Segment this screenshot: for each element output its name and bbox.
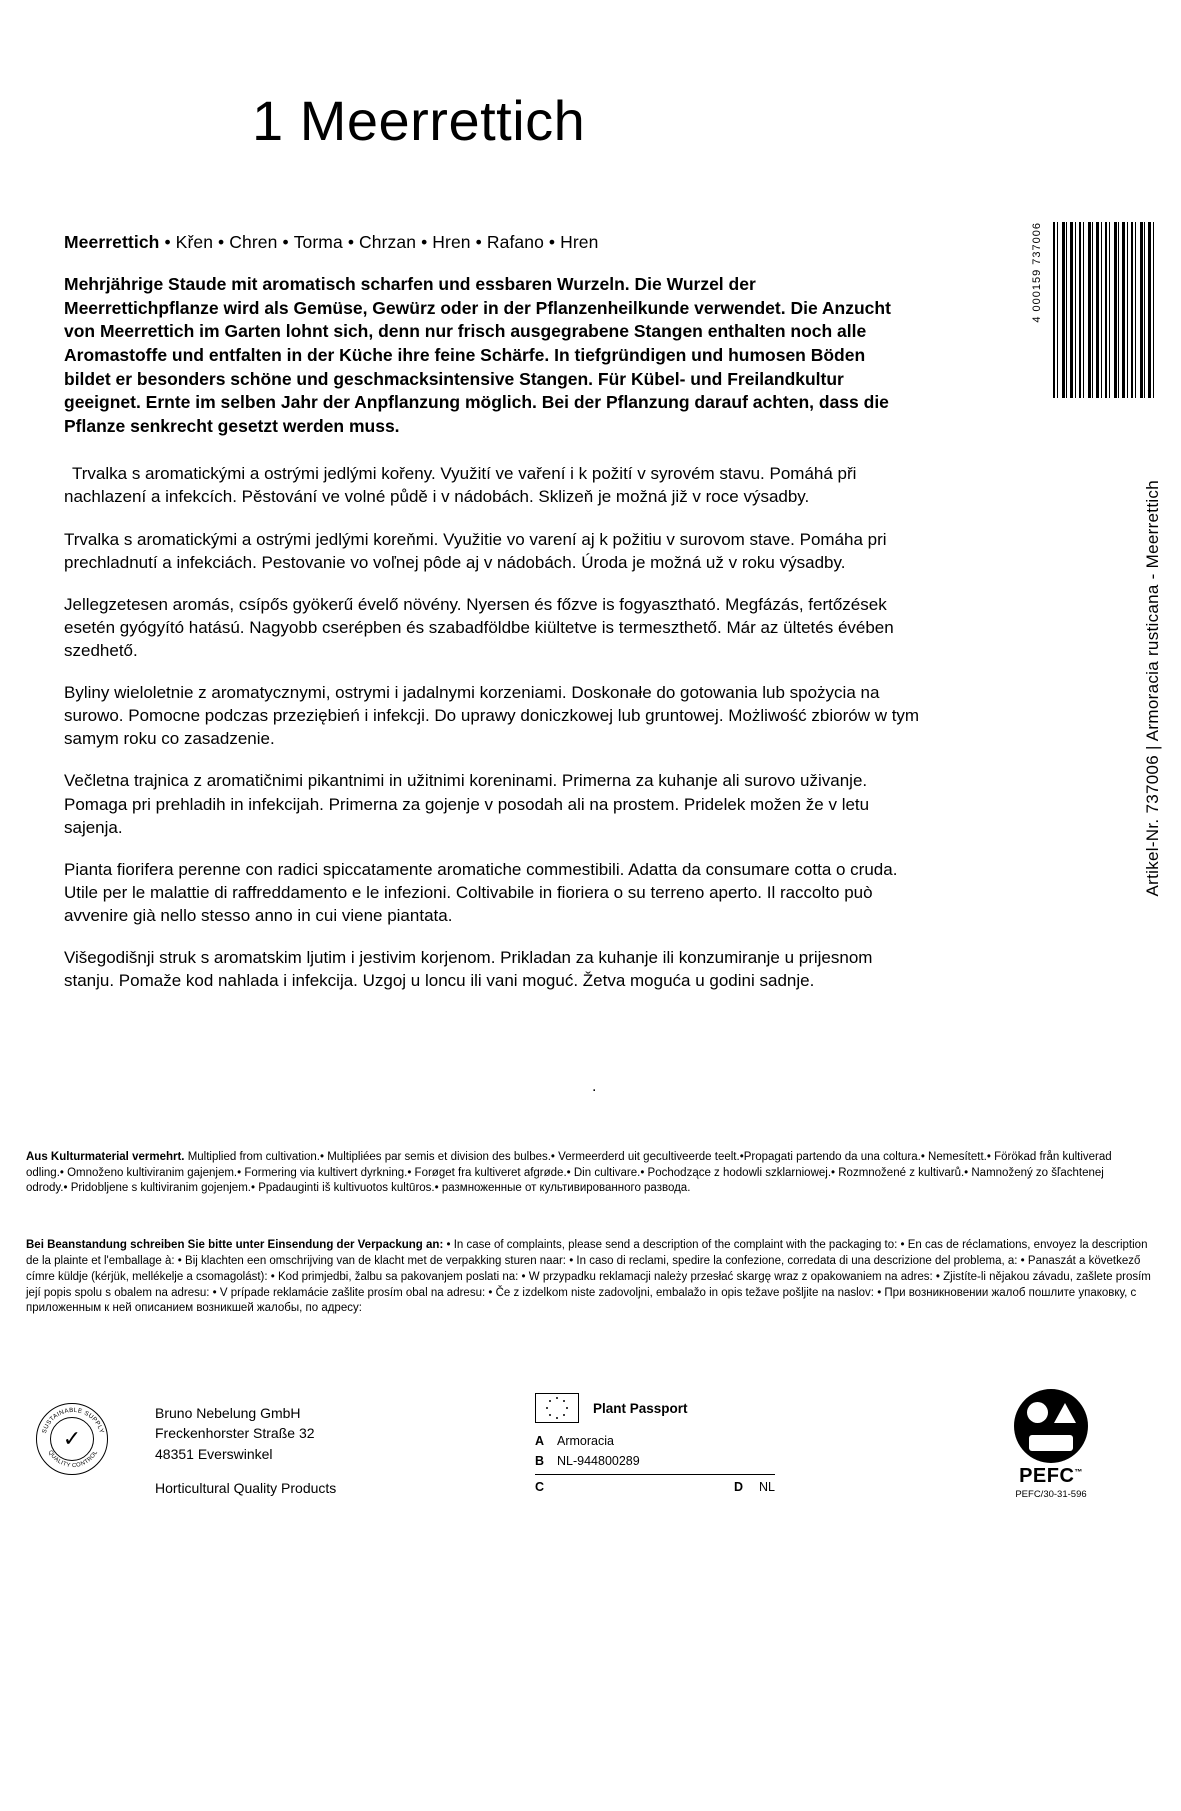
plant-name-alt: Rafano [486, 232, 544, 252]
plant-passport-key-c: C [535, 1480, 545, 1494]
description-sk: Trvalka s aromatickými a ostrými jedlými koreňmi. Využitie vo varení aj k požitiu v surovom stave. Pomáha pri prechladnutí a infekciách. Pestovanie vo voľnej pôde aj v nádobách. Úroda je možná už v roku výsadby. [64, 529, 887, 572]
checkmark-icon: ✓ [50, 1417, 94, 1461]
barcode-bars [1053, 222, 1157, 398]
separator-dot: • [421, 232, 428, 252]
company-tagline: Horticultural Quality Products [155, 1479, 337, 1496]
pefc-logo-icon [1014, 1389, 1088, 1463]
separator-dot: • [548, 232, 556, 252]
description-hr: Višegodišnji struk s aromatskim ljutim i jestivim korjenom. Prikladan za kuhanje ili konzumiranje u prijesnom stanju. Pomaže kod nahlada i infekcija. Uzgoj u loncu ili vani moguć. Žetva moguća u godini sadnje. [64, 948, 873, 991]
plant-name-alt: Torma [293, 232, 343, 252]
seal-ring-text [37, 1404, 109, 1476]
plant-passport-key-b: B [535, 1454, 545, 1468]
stray-dot: . [592, 1078, 597, 1095]
pefc-certification [981, 1389, 1121, 1500]
plant-passport-title: Plant Passport [593, 1400, 688, 1416]
plant-passport [535, 1393, 775, 1497]
company-name: Bruno Nebelung GmbH [155, 1405, 301, 1421]
complaints-note-body: • In case of complaints, please send a description of the complaint with the packaging to: • En cas de réclamations, envoyez la description de la plainte et l'emballage à: • Bij klachten een omschrijving van de klacht met de verpakking sturen naar: • In caso di reclami, spedire la confezione, corredata di una descrizione del problema, a: • Panaszát a következő címre küldje (kérjük, mellékelje a csomagolást): • Kod primjedbi, žalbu sa pakovanjem poslati na: • W przypadku reklamacji należy przesłać skargę wraz z opakowaniem na adres: • Zjistíte-li nějakou závadu, zašlete prosím její popis spolu s obalem na adresu: • V prípade reklamácie zašlite prosím obal na adresu: • Če z izdelkom niste zadovoljni, embalažo in opis težave pošljite na naslov: • При возникновении жалоб пошлите упаковку, с приложенным к ней описанием возникшей жалобы, по адресу: [26, 1239, 1151, 1315]
svg-text:QUALITY CONTROL: QUALITY CONTROL [46, 1449, 100, 1470]
company-city: 48351 Everswinkel [155, 1445, 273, 1462]
plant-passport-key-a: A [535, 1434, 545, 1448]
description-pl: Byliny wieloletnie z aromatycznymi, ostrymi i jadalnymi korzeniami. Doskonałe do gotowania lub spożycia na surowo. Pomocne podczas przeziębień i infekcji. Do uprawy doniczkowej lub gruntowej. Możliwość zbiorów w tym samym roku co zasadzenie. [64, 683, 920, 749]
main-content [64, 232, 1064, 1011]
separator-dot: • [282, 232, 289, 252]
pefc-code: PEFC/30-31-596 [1015, 1489, 1087, 1500]
description-hu: Jellegzetesen aromás, csípős gyökerű évelő növény. Nyersen és főzve is fogyasztható. Megfázás, fertőzések esetén gyógyító hatású. Nagyobb cserépben és szabadföldbe kiültetve is termeszthető. Már az ültetés évében szedhető. [64, 594, 894, 661]
plant-passport-value-a: Armoracia [557, 1434, 614, 1448]
plant-passport-value-b: NL-944800289 [557, 1454, 640, 1468]
plant-name-alt: Chren [229, 232, 278, 252]
separator-dot: • [347, 232, 355, 252]
plant-passport-row-cd [535, 1474, 775, 1497]
description-it: Pianta fiorifera perenne con radici spiccatamente aromatiche commestibili. Adatta da consumare cotta o cruda. Utile per le malattie di raffreddamento e le infezioni. Coltivabile in fioriera o su terreno aperto. Il raccolto può avvenire già nello stesso anno in cui viene piantata. [64, 859, 898, 926]
plant-name-primary: Meerrettich [64, 232, 160, 252]
article-number-vertical: Artikel-Nr. 737006 | Armoracia rusticana - Meerrettich [1143, 480, 1162, 897]
plant-name-alt: Hren [432, 232, 471, 252]
pefc-wordmark [981, 1465, 1121, 1488]
barcode-number: 4 000159 737006 [1031, 222, 1043, 323]
plant-passport-row-a [535, 1431, 775, 1451]
description-sl: Večletna trajnica z aromatičnimi pikantnimi in užitnimi koreninami. Primerna za kuhanje ali surovo uživanje. Pomaga pri prehladih in infekcijah. Primerna za gojenje v posodah ali na prostem. Pridelek možen že v letu sajenja. [64, 771, 870, 837]
separator-dot: • [164, 232, 171, 252]
footer [0, 1375, 1181, 1505]
plant-passport-key-d: D [733, 1480, 744, 1494]
complaints-note [26, 1238, 1156, 1317]
company-street: Freckenhorster Straße 32 [155, 1425, 315, 1442]
plant-passport-value-d: NL [759, 1480, 775, 1494]
plant-names [64, 232, 1064, 253]
pefc-tm: ™ [1074, 1467, 1083, 1477]
description-cs: Trvalka s aromatickými a ostrými jedlými kořeny. Využití ve vaření i k požití v syrovém stavu. Pomáhá při nachlazení a infekcích. Pěstování ve volné půdě i v nádobách. Sklizeň je možná již v roce výsadby. [64, 464, 857, 507]
svg-text:SUSTAINABLE SUPPLY: SUSTAINABLE SUPPLY [40, 1406, 106, 1435]
separator-dot: • [218, 232, 225, 252]
multiplication-note-lead: Aus Kulturmaterial vermehrt. [26, 1151, 185, 1163]
sustainable-supply-seal-icon [36, 1403, 108, 1475]
description-de: Mehrjährige Staude mit aromatisch scharfen und essbaren Wurzeln. Die Wurzel der Meerrettichpflanze wird als Gemüse, Gewürz oder in der Pflanzenheilkunde verwendet. Die Anzucht von Meerrettich im Garten lohnt sich, denn nur frisch ausgegrabene Stangen enthalten noch alle Aromastoffe und entfalten in der Küche ihre feine Schärfe. In tiefgründigen und humosen Böden bildet er besonders schöne und geschmacksintensive Stangen. Für Kübel- und Freilandkultur geeignet. Ernte im selben Jahr der Anpflanzung möglich. Bei der Pflanzung darauf achten, dass die Pflanze senkrecht gesetzt werden muss. [64, 274, 891, 436]
complaints-note-lead: Bei Beanstandung schreiben Sie bitte unter Einsendung der Verpackung an: [26, 1239, 444, 1251]
separator-dot: • [475, 232, 482, 252]
multiplication-note [26, 1150, 1136, 1197]
pefc-word: PEFC [1019, 1465, 1075, 1487]
plant-passport-row-b [535, 1451, 775, 1471]
plant-name-alt: Hren [560, 232, 599, 252]
company-address [155, 1403, 336, 1498]
plant-name-alt: Křen [175, 232, 214, 252]
multiplication-note-body: Multiplied from cultivation.• Multipliées par semis et division des bulbes.• Vermeerderd uit gecultiveerde teelt.•Propagati partendo da una coltura.• Nemesített.• Förökad från kultiverad odling.• Omnoženo kultiviranim gajenjem.• Formering via kultivert dyrkning.• Forøget fra kultiveret afgrøde.• Din cultivare.• Pochodzące z hodowli szklarniowej.• Rozmnožené z kultivarů.• Namnožený zo šľachtenej odrody.• Pridobljene s kultiviranim gojenjem.• Ppadauginti iš kultivuotos kultūros.• размноженные от культивированного развода. [26, 1151, 1112, 1195]
eu-flag-icon [535, 1393, 579, 1423]
page-title: 1 Meerrettich [252, 89, 586, 152]
plant-name-alt: Chrzan [359, 232, 417, 252]
